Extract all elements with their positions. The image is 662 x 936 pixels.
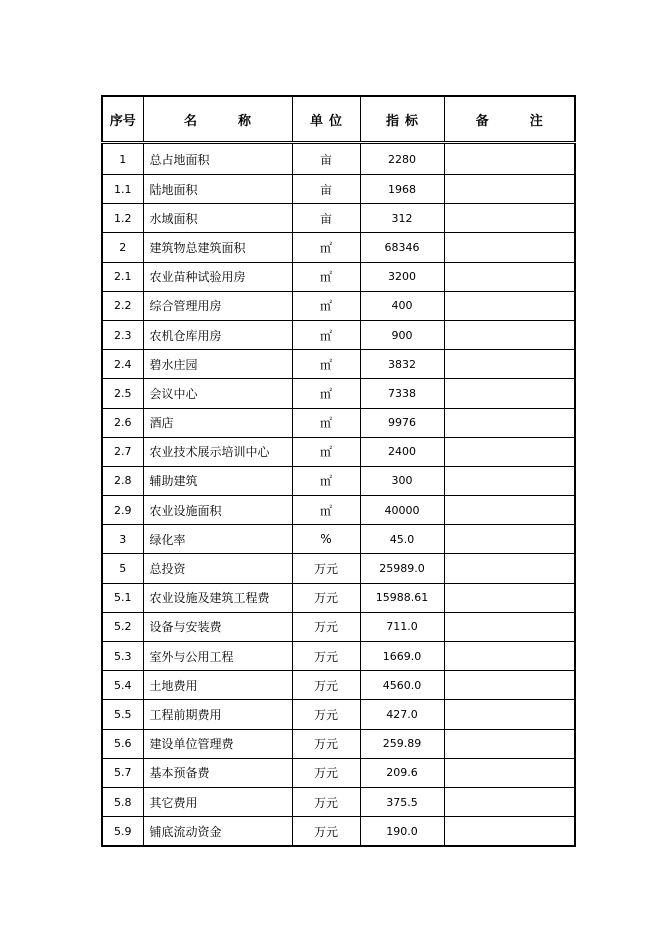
cell-unit: 万元 [292, 787, 360, 816]
cell-name: 农机仓库用房 [143, 320, 292, 349]
cell-value: 2280 [360, 143, 444, 175]
cell-note [444, 729, 575, 758]
cell-value: 375.5 [360, 787, 444, 816]
cell-note [444, 204, 575, 233]
cell-note [444, 554, 575, 583]
cell-note [444, 642, 575, 671]
cell-value: 190.0 [360, 817, 444, 847]
cell-note [444, 437, 575, 466]
cell-name: 陆地面积 [143, 175, 292, 204]
cell-value: 2400 [360, 437, 444, 466]
cell-unit: 亩 [292, 175, 360, 204]
cell-value: 3832 [360, 350, 444, 379]
cell-unit: 万元 [292, 817, 360, 847]
cell-unit: 万元 [292, 700, 360, 729]
table-row [102, 496, 575, 525]
cell-unit: 万元 [292, 583, 360, 612]
cell-note [444, 583, 575, 612]
cell-seq: 5.1 [102, 583, 143, 612]
cell-unit: 万元 [292, 642, 360, 671]
cell-seq: 3 [102, 525, 143, 554]
cell-note [444, 496, 575, 525]
table-row [102, 466, 575, 495]
table-row [102, 175, 575, 204]
cell-seq: 5.5 [102, 700, 143, 729]
header-name: 名 称 [143, 96, 292, 143]
cell-name: 总占地面积 [143, 143, 292, 175]
cell-unit: ㎡ [292, 291, 360, 320]
table-row [102, 379, 575, 408]
cell-name: 综合管理用房 [143, 291, 292, 320]
cell-name: 基本预备费 [143, 758, 292, 787]
cell-seq: 5.8 [102, 787, 143, 816]
table-row [102, 642, 575, 671]
cell-seq: 2.9 [102, 496, 143, 525]
cell-value: 3200 [360, 262, 444, 291]
cell-unit: ㎡ [292, 379, 360, 408]
table-row [102, 204, 575, 233]
cell-name: 设备与安装费 [143, 612, 292, 641]
table-row [102, 758, 575, 787]
cell-note [444, 175, 575, 204]
cell-value: 7338 [360, 379, 444, 408]
table-row [102, 729, 575, 758]
cell-value: 711.0 [360, 612, 444, 641]
cell-name: 酒店 [143, 408, 292, 437]
cell-unit: ㎡ [292, 262, 360, 291]
cell-seq: 5.9 [102, 817, 143, 847]
cell-note [444, 262, 575, 291]
cell-seq: 1.1 [102, 175, 143, 204]
cell-seq: 2.3 [102, 320, 143, 349]
cell-note [444, 233, 575, 262]
cell-name: 土地费用 [143, 671, 292, 700]
cell-name: 辅助建筑 [143, 466, 292, 495]
cell-name: 建设单位管理费 [143, 729, 292, 758]
cell-name: 碧水庄园 [143, 350, 292, 379]
table-row [102, 671, 575, 700]
cell-note [444, 143, 575, 175]
header-value: 指标 [360, 96, 444, 143]
cell-note [444, 612, 575, 641]
cell-note [444, 320, 575, 349]
header-seq: 序号 [102, 96, 143, 143]
cell-seq: 2.8 [102, 466, 143, 495]
cell-value: 15988.61 [360, 583, 444, 612]
cell-value: 427.0 [360, 700, 444, 729]
cell-value: 1669.0 [360, 642, 444, 671]
cell-note [444, 671, 575, 700]
cell-unit: ㎡ [292, 350, 360, 379]
table-body [102, 143, 575, 847]
cell-name: 工程前期费用 [143, 700, 292, 729]
cell-name: 其它费用 [143, 787, 292, 816]
cell-name: 铺底流动资金 [143, 817, 292, 847]
cell-unit: ㎡ [292, 320, 360, 349]
cell-note [444, 350, 575, 379]
table-row [102, 700, 575, 729]
cell-unit: ㎡ [292, 408, 360, 437]
cell-name: 室外与公用工程 [143, 642, 292, 671]
cell-seq: 5.7 [102, 758, 143, 787]
cell-note [444, 787, 575, 816]
cell-note [444, 525, 575, 554]
cell-note [444, 758, 575, 787]
cell-note [444, 379, 575, 408]
table-row [102, 262, 575, 291]
table-row [102, 817, 575, 847]
cell-seq: 5.4 [102, 671, 143, 700]
cell-unit: 万元 [292, 554, 360, 583]
cell-value: 1968 [360, 175, 444, 204]
cell-unit: 万元 [292, 612, 360, 641]
cell-seq: 2.5 [102, 379, 143, 408]
cell-unit: ㎡ [292, 233, 360, 262]
cell-name: 水域面积 [143, 204, 292, 233]
table-row [102, 350, 575, 379]
cell-value: 312 [360, 204, 444, 233]
cell-name: 农业设施面积 [143, 496, 292, 525]
header-note: 备 注 [444, 96, 575, 143]
table-row [102, 525, 575, 554]
cell-seq: 5.2 [102, 612, 143, 641]
cell-seq: 1 [102, 143, 143, 175]
cell-seq: 2.6 [102, 408, 143, 437]
cell-name: 农业技术展示培训中心 [143, 437, 292, 466]
cell-unit: 亩 [292, 143, 360, 175]
cell-seq: 2.1 [102, 262, 143, 291]
cell-value: 25989.0 [360, 554, 444, 583]
cell-name: 会议中心 [143, 379, 292, 408]
cell-value: 68346 [360, 233, 444, 262]
cell-note [444, 817, 575, 847]
cell-unit: ㎡ [292, 496, 360, 525]
table-row [102, 437, 575, 466]
cell-value: 400 [360, 291, 444, 320]
cell-seq: 5.6 [102, 729, 143, 758]
table-row [102, 583, 575, 612]
cell-name: 农业设施及建筑工程费 [143, 583, 292, 612]
cell-name: 总投资 [143, 554, 292, 583]
table-row [102, 408, 575, 437]
indicator-table [101, 95, 576, 847]
cell-seq: 2.4 [102, 350, 143, 379]
cell-seq: 5 [102, 554, 143, 583]
cell-note [444, 291, 575, 320]
cell-value: 45.0 [360, 525, 444, 554]
cell-seq: 1.2 [102, 204, 143, 233]
cell-unit: 万元 [292, 671, 360, 700]
cell-name: 绿化率 [143, 525, 292, 554]
cell-value: 259.89 [360, 729, 444, 758]
table-row [102, 291, 575, 320]
header-unit: 单位 [292, 96, 360, 143]
table-row [102, 612, 575, 641]
table-row [102, 320, 575, 349]
table-row [102, 143, 575, 175]
cell-seq: 2.7 [102, 437, 143, 466]
cell-unit: 万元 [292, 729, 360, 758]
cell-value: 900 [360, 320, 444, 349]
cell-note [444, 408, 575, 437]
cell-value: 300 [360, 466, 444, 495]
cell-seq: 2 [102, 233, 143, 262]
cell-unit: ㎡ [292, 466, 360, 495]
cell-name: 建筑物总建筑面积 [143, 233, 292, 262]
table-row [102, 554, 575, 583]
cell-note [444, 700, 575, 729]
cell-seq: 5.3 [102, 642, 143, 671]
cell-seq: 2.2 [102, 291, 143, 320]
cell-note [444, 466, 575, 495]
table-header-row [102, 96, 575, 143]
indicator-sheet [101, 95, 574, 847]
cell-value: 4560.0 [360, 671, 444, 700]
table-row [102, 233, 575, 262]
cell-unit: % [292, 525, 360, 554]
cell-unit: 万元 [292, 758, 360, 787]
cell-value: 209.6 [360, 758, 444, 787]
cell-value: 40000 [360, 496, 444, 525]
cell-value: 9976 [360, 408, 444, 437]
cell-unit: 亩 [292, 204, 360, 233]
table-row [102, 787, 575, 816]
cell-name: 农业苗种试验用房 [143, 262, 292, 291]
cell-unit: ㎡ [292, 437, 360, 466]
